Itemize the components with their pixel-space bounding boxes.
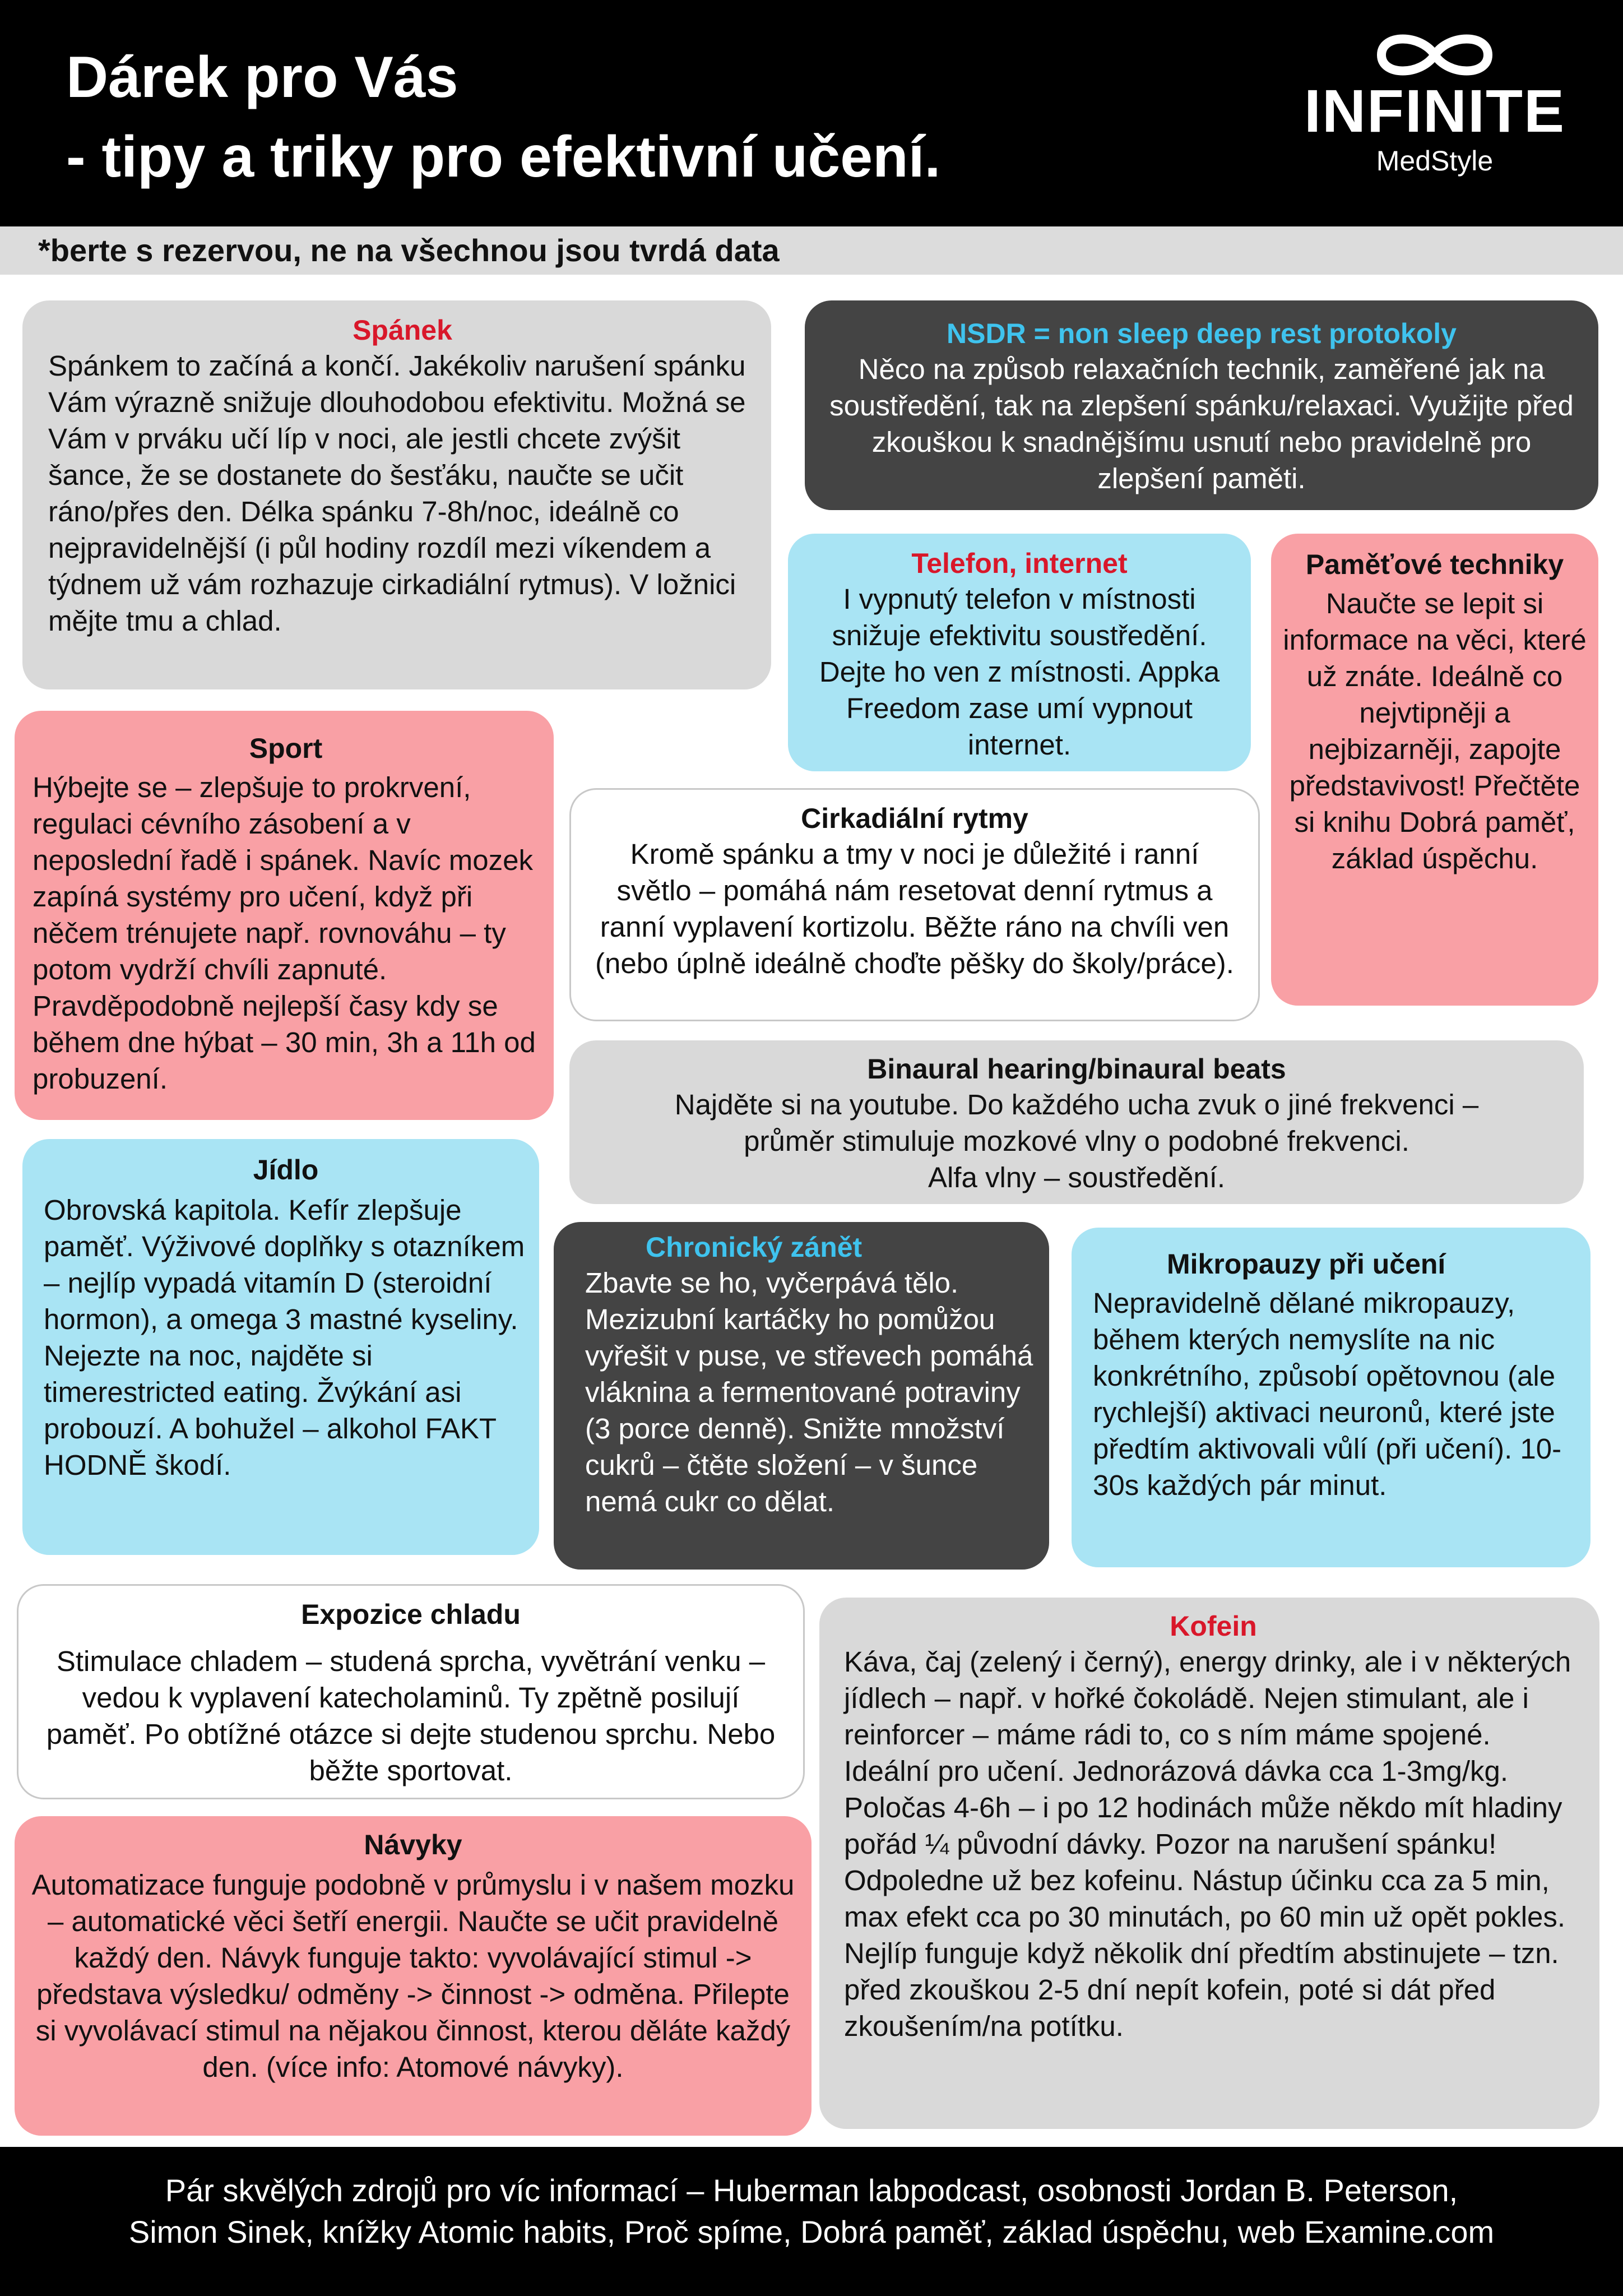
disclaimer-text: *berte s rezervou, ne na všechnou jsou tvrdá data — [38, 233, 780, 268]
card-title: NSDR = non sleep deep rest protokoly — [947, 318, 1457, 349]
card-text: Stimulace chladem – studená sprcha, vyvětrání venku – vedou k vyplavení katecholaminů. Ty zpětně posilují paměť. Po obtížné otázce si dejte studenou sprchu. Nebo běžte sportovat. — [46, 1645, 776, 1786]
footer-line2: Simon Sinek, knížky Atomic habits, Proč spíme, Dobrá paměť, základ úspěchu, web Examine.com — [128, 2214, 1495, 2249]
infinity-icon — [1370, 28, 1499, 82]
card-mikropauzy — [1072, 1228, 1590, 1567]
header — [0, 0, 1623, 226]
card-sport — [15, 711, 554, 1120]
card-text: Spánkem to začíná a končí. Jakékoliv narušení spánku Vám výrazně snižuje dlouhodobou efektivitu. Možná se Vám v prváku učí líp v noci, ale jestli chcete zvýšit šance, že se dostanete do šesťáku, naučte se učit ráno/přes den. Délka spánku 7-8h/noc, ideálně co nejpravidelnější (i půl hodiny rozdíl mezi víkendem a týdnem už vám rozhazuje cirkadiální rytmus). V ložnici mějte tmu a chlad. — [48, 350, 746, 637]
card-kofein — [819, 1598, 1599, 2129]
card-title: Návyky — [364, 1829, 462, 1860]
logo — [1289, 28, 1580, 207]
card-text: Něco na způsob relaxačních technik, zaměřené jak na soustředění, tak na zlepšení spánku/relaxaci. Využijte před zkouškou k snadnějšímu usnutí nebo pravidelně pro zlepšení paměti. — [829, 353, 1574, 494]
logo-name: INFINITE — [1304, 77, 1565, 145]
card-title: Cirkadiální rytmy — [801, 803, 1028, 834]
card-title: Binaural hearing/binaural beats — [867, 1053, 1286, 1085]
card-expozice-chladu — [17, 1584, 805, 1799]
card-title: Jídlo — [253, 1154, 319, 1186]
card-text: Obrovská kapitola. Kefír zlepšuje paměť. Výživové doplňky s otazníkem – nejlíp vypadá vitamín D (steroidní hormon), a omega 3 mastné kyseliny. Nejezte na noc, najděte si timerestricted eating. Žvýkání asi probouzí. A bohužel – alkohol FAKT HODNĚ škodí. — [44, 1194, 525, 1481]
card-navyky — [15, 1816, 812, 2136]
card-text: Kromě spánku a tmy v noci je důležité i ranní světlo – pomáhá nám resetovat denní rytmus a ranní vyplavení kortizolu. Běžte ráno na chvíli ven (nebo úplně ideálně choďte pěšky do školy/práce). — [595, 838, 1234, 979]
card-chronicky-zanet — [554, 1222, 1049, 1570]
card-cirkadialni-rytmy — [569, 788, 1260, 1021]
page-title-line1: Dárek pro Vás — [66, 45, 458, 110]
card-text: Hýbejte se – zlepšuje to prokrvení, regulaci cévního zásobení a v neposlední řadě i spánek. Navíc mozek zapíná systémy pro učení, když při něčem trénujete např. rovnováhu – ty potom vydrží chvíli zapnuté. Pravděpodobně nejlepší časy kdy se během dne hýbat – 30 min, 3h a 11h od probuzení. — [33, 771, 536, 1095]
card-text: Najděte si na youtube. Do každého ucha zvuk o jiné frekvenci – průměr stimuluje mozkové vlny o podobné frekvenci. — [674, 1089, 1479, 1157]
card-pametove-techniky — [1271, 534, 1598, 1006]
card-telefon — [788, 534, 1251, 771]
footer-line1: Pár skvělých zdrojů pro víc informací – Huberman labpodcast, osobnosti Jordan B. Peterson, — [165, 2173, 1458, 2208]
card-text: Zbavte se ho, vyčerpává tělo. Mezizubní kartáčky ho pomůžou vyřešit v puse, ve střevech pomáhá vláknina a fermentované potraviny (3 porce denně). Snižte množství cukrů – čtěte složení – v šunce nemá cukr co dělat. — [585, 1267, 1033, 1517]
card-title: Sport — [249, 733, 323, 764]
card-spanek — [22, 300, 771, 689]
card-text: Automatizace funguje podobně v průmyslu i v našem mozku – automatické věci šetří energii. Naučte se učit pravidelně každý den. Návyk funguje takto: vyvolávající stimul -> představa výsledku/ odměny -> činnost -> odměna. Přilepte si vyvolávací stimul na nějakou činnost, kterou děláte každý den. (více info: Atomové návyky). — [31, 1869, 795, 2083]
card-title: Spánek — [353, 314, 452, 346]
card-title: Kofein — [1170, 1610, 1257, 1642]
card-jidlo — [22, 1139, 539, 1555]
card-binaural — [569, 1040, 1584, 1204]
footer — [0, 2147, 1623, 2296]
card-title: Mikropauzy při učení — [1167, 1248, 1446, 1280]
card-text: Káva, čaj (zelený i černý), energy drinky, ale i v některých jídlech – např. v hořké čokoládě. Nejen stimulant, ale i reinforcer – máme rádi to, co s ním máme spojené. Ideální pro učení. Jednorázová dávka cca 1-3mg/kg. Poločas 4-6h – i po 12 hodinách může někdo mít hladiny pořád ¼ původní dávky. Pozor na narušení spánku! Odpoledne už bez kofeinu. Nástup účinku cca za 5 min, max efekt cca po 30 minutách, po 60 min už opět pokles. Nejlíp funguje když několik dní předtím abstinujete – tzn. před zkouškou 2-5 dní nepít kofein, poté si dát před zkoušením/na potítku. — [844, 1646, 1571, 2042]
logo-subtitle: MedStyle — [1376, 145, 1494, 177]
card-title: Expozice chladu — [301, 1599, 521, 1630]
card-text: Nepravidelně dělané mikropauzy, během kterých nemyslíte na nic konkrétního, způsobí opětovnou (ale rychlejší) aktivaci neuronů, které jste předtím aktivovali vůlí (při učení). 10-30s každých pár minut. — [1093, 1287, 1562, 1501]
card-text: Naučte se lepit si informace na věci, které už znáte. Ideálně co nejvtipněji a nejbizarněji, zapojte představivost! Přečtěte si knihu Dobrá paměť, základ úspěchu. — [1283, 587, 1587, 874]
card-title: Telefon, internet — [911, 548, 1128, 579]
page-title-line2: - tipy a triky pro efektivní učení. — [66, 124, 941, 189]
disclaimer-bar — [0, 226, 1623, 275]
card-title: Chronický zánět — [646, 1232, 862, 1263]
card-nsdr — [805, 300, 1598, 510]
card-text-2: Alfa vlny – soustředění. — [928, 1161, 1226, 1193]
card-title: Paměťové techniky — [1305, 549, 1564, 580]
card-text: I vypnutý telefon v místnosti snižuje efektivitu soustředění. Dejte ho ven z místnosti. Appka Freedom zase umí vypnout internet. — [819, 583, 1220, 761]
